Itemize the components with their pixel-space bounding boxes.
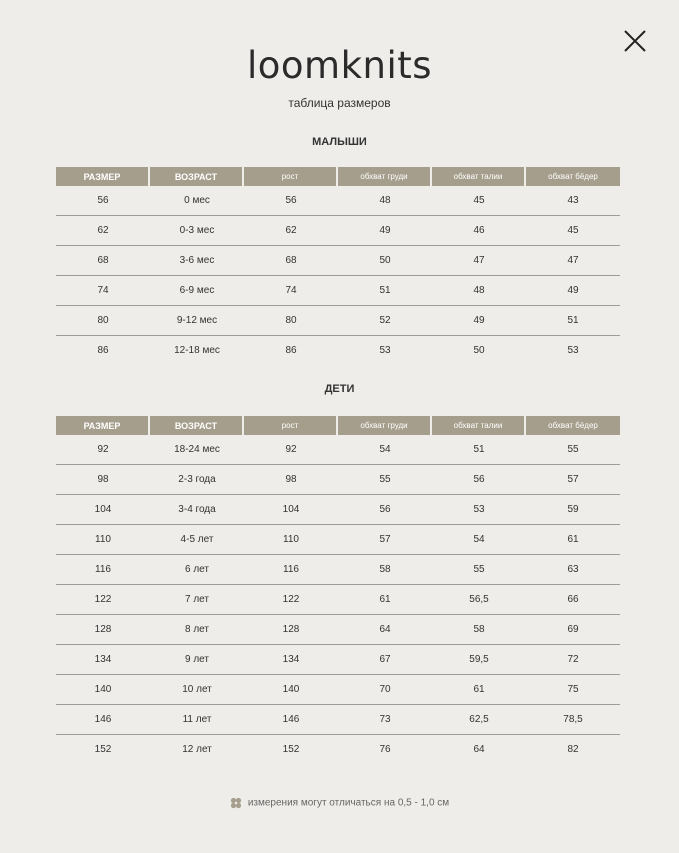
table-cell: 3-6 мес xyxy=(150,246,244,276)
table-cell: 56 xyxy=(244,186,338,216)
table-row xyxy=(56,186,620,216)
table-cell: 45 xyxy=(432,186,526,216)
table-body-kids xyxy=(56,435,620,764)
table-cell: 55 xyxy=(432,555,526,585)
table-cell: 68 xyxy=(244,246,338,276)
table-cell: 59 xyxy=(526,495,620,525)
table-cell: 61 xyxy=(338,585,432,615)
table-cell: 104 xyxy=(244,495,338,525)
table-cell: 86 xyxy=(97,345,109,356)
table-cell: 18-24 мес xyxy=(150,435,244,465)
size-table-kids xyxy=(56,416,620,764)
table-row xyxy=(56,495,620,525)
table-cell: 53 xyxy=(379,345,391,356)
footnote-text: измерения могут отличаться на 0,5 - 1,0 см xyxy=(247,797,450,809)
table-cell: 152 xyxy=(282,744,300,755)
table-cell: 67 xyxy=(338,645,432,675)
table-cell: 46 xyxy=(432,216,526,246)
table-cell: 66 xyxy=(526,585,620,615)
table-cell: 49 xyxy=(338,216,432,246)
table-cell: 10 лет xyxy=(150,675,244,705)
table-cell: 58 xyxy=(432,615,526,645)
table-cell: 128 xyxy=(244,615,338,645)
table-row xyxy=(56,585,620,615)
table-row xyxy=(56,705,620,735)
table-header-row xyxy=(56,416,620,435)
table-row xyxy=(56,306,620,336)
table-cell: 48 xyxy=(338,186,432,216)
table-cell: 56 xyxy=(338,495,432,525)
table-cell: 55 xyxy=(526,435,620,465)
column-header-size: РАЗМЕР xyxy=(56,416,150,435)
table-cell: 82 xyxy=(567,744,579,755)
table-cell: 6 лет xyxy=(150,555,244,585)
column-header-waist: обхват талии xyxy=(432,416,526,435)
table-cell: 92 xyxy=(244,435,338,465)
column-header-hips: обхват бёдер xyxy=(526,416,620,435)
section-title-babies: МАЛЫШИ xyxy=(312,136,367,148)
table-cell: 73 xyxy=(338,705,432,735)
table-cell: 50 xyxy=(338,246,432,276)
table-cell: 140 xyxy=(244,675,338,705)
table-cell: 47 xyxy=(526,246,620,276)
table-row xyxy=(56,276,620,306)
table-cell: 134 xyxy=(244,645,338,675)
table-cell: 98 xyxy=(56,465,150,495)
table-row xyxy=(56,435,620,465)
table-cell: 3-4 года xyxy=(150,495,244,525)
table-cell: 12-18 мес xyxy=(174,345,220,356)
table-row xyxy=(56,465,620,495)
table-cell: 116 xyxy=(56,555,150,585)
table-cell: 57 xyxy=(526,465,620,495)
table-cell: 9 лет xyxy=(150,645,244,675)
table-row xyxy=(56,645,620,675)
table-cell: 51 xyxy=(432,435,526,465)
table-cell: 98 xyxy=(244,465,338,495)
table-cell: 128 xyxy=(56,615,150,645)
table-cell: 64 xyxy=(338,615,432,645)
column-header-age: ВОЗРАСТ xyxy=(150,416,244,435)
table-cell: 12 лет xyxy=(182,744,212,755)
table-cell: 43 xyxy=(526,186,620,216)
flower-icon xyxy=(230,797,242,809)
table-cell: 11 лет xyxy=(150,705,244,735)
table-cell: 52 xyxy=(338,306,432,336)
section-title-kids: ДЕТИ xyxy=(324,383,355,395)
table-cell: 61 xyxy=(526,525,620,555)
table-cell: 140 xyxy=(56,675,150,705)
table-cell: 63 xyxy=(526,555,620,585)
table-cell: 49 xyxy=(432,306,526,336)
table-row xyxy=(56,555,620,585)
table-cell: 75 xyxy=(526,675,620,705)
table-cell: 110 xyxy=(244,525,338,555)
table-cell: 104 xyxy=(56,495,150,525)
table-cell: 48 xyxy=(432,276,526,306)
table-cell: 56,5 xyxy=(432,585,526,615)
table-cell: 47 xyxy=(432,246,526,276)
column-header-size: РАЗМЕР xyxy=(56,167,150,186)
table-row xyxy=(56,675,620,705)
table-cell: 134 xyxy=(56,645,150,675)
table-cell: 53 xyxy=(567,345,579,356)
table-cell: 74 xyxy=(244,276,338,306)
table-cell: 92 xyxy=(56,435,150,465)
table-cell: 80 xyxy=(244,306,338,336)
table-cell: 50 xyxy=(473,345,485,356)
table-cell: 68 xyxy=(56,246,150,276)
table-cell: 110 xyxy=(56,525,150,555)
table-cell: 53 xyxy=(432,495,526,525)
brand-logo: loomknits xyxy=(246,44,433,87)
column-header-height: рост xyxy=(244,416,338,435)
table-cell: 122 xyxy=(244,585,338,615)
table-cell: 56 xyxy=(56,186,150,216)
table-row xyxy=(56,735,620,764)
table-cell: 64 xyxy=(473,744,485,755)
table-cell: 8 лет xyxy=(150,615,244,645)
table-cell: 4-5 лет xyxy=(150,525,244,555)
table-cell: 54 xyxy=(432,525,526,555)
table-cell: 55 xyxy=(338,465,432,495)
table-cell: 0 мес xyxy=(150,186,244,216)
table-cell: 62 xyxy=(56,216,150,246)
table-cell: 146 xyxy=(56,705,150,735)
table-header-row xyxy=(56,167,620,186)
table-cell: 86 xyxy=(285,345,297,356)
table-cell: 62 xyxy=(244,216,338,246)
table-cell: 9-12 мес xyxy=(150,306,244,336)
table-cell: 74 xyxy=(56,276,150,306)
table-cell: 122 xyxy=(56,585,150,615)
table-cell: 70 xyxy=(338,675,432,705)
table-cell: 59,5 xyxy=(432,645,526,675)
table-cell: 69 xyxy=(526,615,620,645)
table-cell: 76 xyxy=(379,744,391,755)
column-header-height: рост xyxy=(244,167,338,186)
table-row xyxy=(56,246,620,276)
table-cell: 78,5 xyxy=(526,705,620,735)
table-cell: 51 xyxy=(338,276,432,306)
table-row xyxy=(56,336,620,365)
table-cell: 49 xyxy=(526,276,620,306)
column-header-age: ВОЗРАСТ xyxy=(150,167,244,186)
table-cell: 2-3 года xyxy=(150,465,244,495)
table-cell: 116 xyxy=(244,555,338,585)
table-cell: 80 xyxy=(56,306,150,336)
table-cell: 45 xyxy=(526,216,620,246)
page-subtitle: таблица размеров xyxy=(288,96,391,110)
table-cell: 54 xyxy=(338,435,432,465)
table-row xyxy=(56,216,620,246)
column-header-chest: обхват груди xyxy=(338,167,432,186)
size-table-babies xyxy=(56,167,620,365)
table-cell: 152 xyxy=(94,744,112,755)
table-cell: 51 xyxy=(526,306,620,336)
table-cell: 72 xyxy=(526,645,620,675)
table-cell: 6-9 мес xyxy=(150,276,244,306)
table-cell: 57 xyxy=(338,525,432,555)
column-header-chest: обхват груди xyxy=(338,416,432,435)
table-cell: 56 xyxy=(432,465,526,495)
table-cell: 62,5 xyxy=(432,705,526,735)
column-header-hips: обхват бёдер xyxy=(526,167,620,186)
table-cell: 0-3 мес xyxy=(150,216,244,246)
table-row xyxy=(56,525,620,555)
table-body-babies xyxy=(56,186,620,365)
footnote xyxy=(0,797,679,809)
table-cell: 58 xyxy=(338,555,432,585)
table-row xyxy=(56,615,620,645)
table-cell: 7 лет xyxy=(150,585,244,615)
table-cell: 146 xyxy=(244,705,338,735)
column-header-waist: обхват талии xyxy=(432,167,526,186)
table-cell: 61 xyxy=(432,675,526,705)
